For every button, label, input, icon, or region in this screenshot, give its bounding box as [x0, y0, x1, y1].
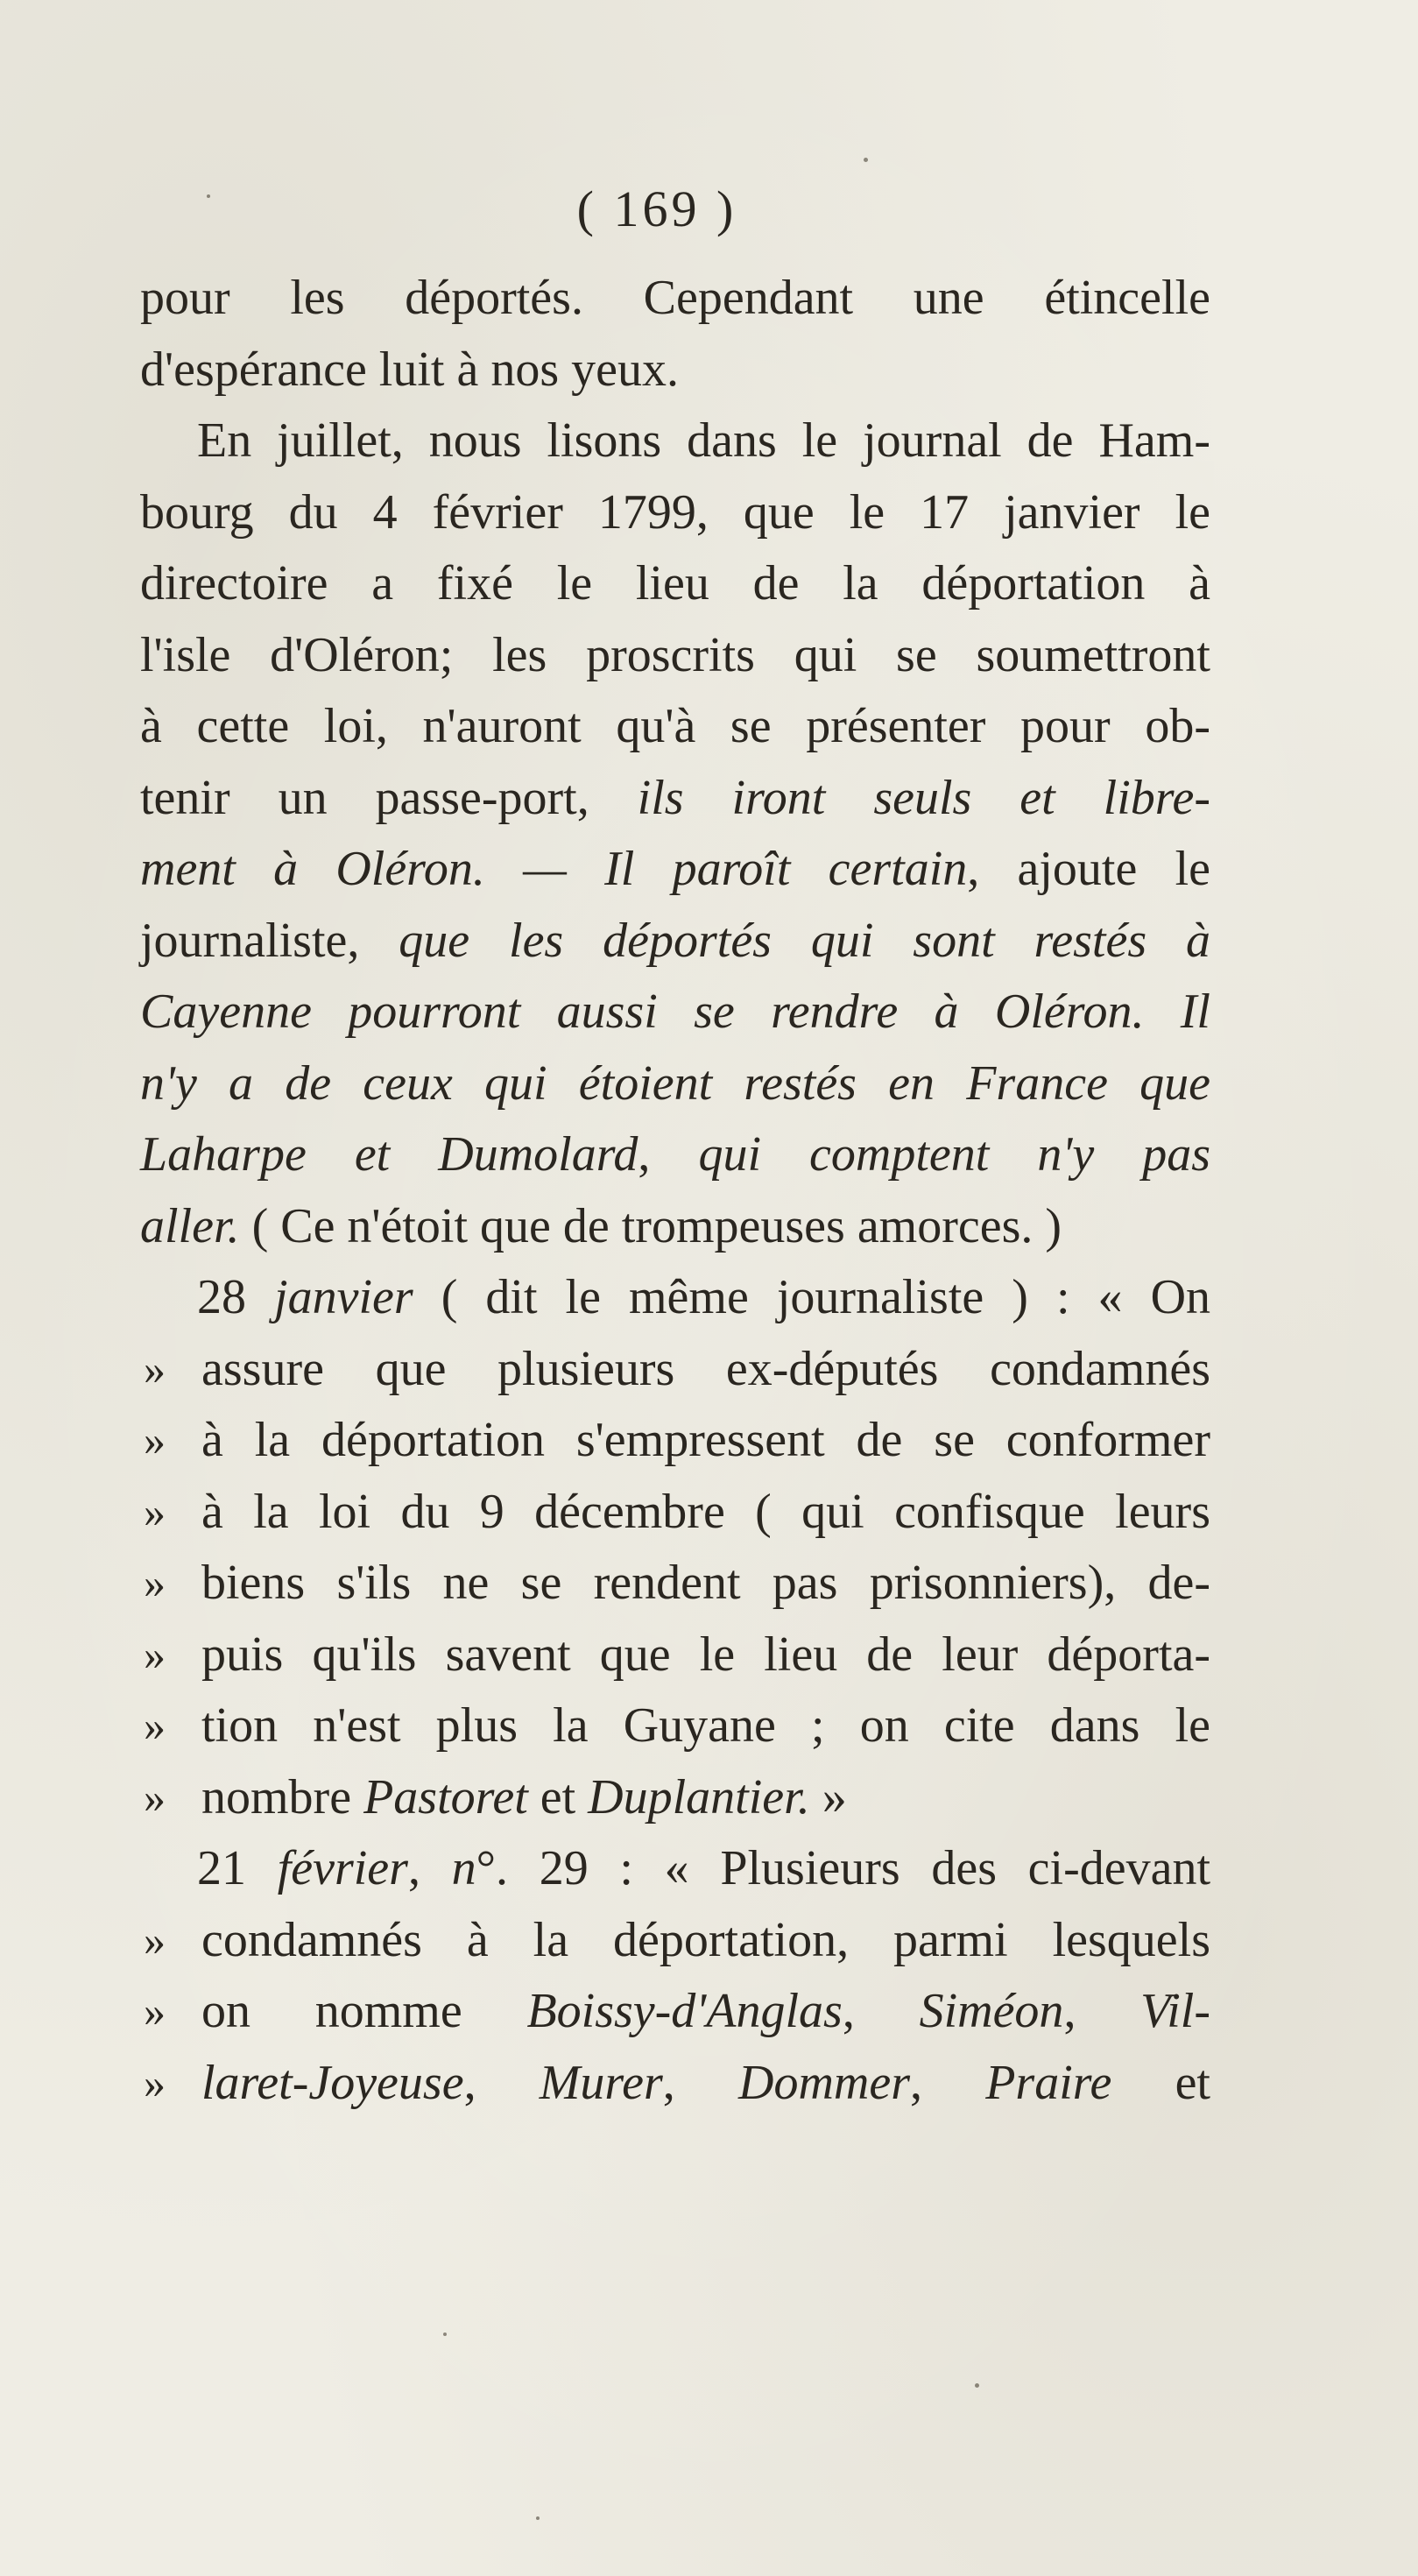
- quote-mark: »: [144, 1915, 166, 1965]
- roman-text: on nomme: [201, 1984, 527, 2038]
- quote-mark: »: [144, 1486, 166, 1536]
- italic-text: n: [451, 1841, 476, 1895]
- italic-text: Praire: [985, 2055, 1112, 2110]
- paper-speck: [975, 2383, 979, 2388]
- roman-text: ,: [1063, 1984, 1141, 2038]
- italic-text: Pastoret: [363, 1769, 528, 1824]
- roman-text: directoire a fixé le lieu de la déportation à: [140, 556, 1210, 610]
- text-line: [140, 1548, 1210, 1620]
- text-line: [140, 1833, 1210, 1905]
- text-line: [140, 1262, 1210, 1334]
- roman-text: biens s'ils ne se rendent pas prisonniers), de-: [201, 1556, 1210, 1610]
- quote-mark: »: [144, 1701, 166, 1750]
- italic-text: laret-Joyeuse: [201, 2055, 464, 2110]
- text-line: [140, 834, 1210, 906]
- text-line: [140, 906, 1210, 977]
- italic-text: Duplantier.: [588, 1769, 810, 1824]
- roman-text: ,: [463, 2055, 540, 2110]
- text-line: [140, 763, 1210, 835]
- quote-mark: »: [144, 1558, 166, 1607]
- roman-text: nombre: [201, 1769, 364, 1824]
- text-line: [140, 335, 1210, 406]
- quote-mark: »: [144, 1629, 166, 1679]
- roman-text: condamnés à la déportation, parmi lesquels: [201, 1912, 1210, 1967]
- text-line: [140, 2048, 1210, 2120]
- text-line: [140, 1405, 1210, 1477]
- roman-text: ,: [662, 2055, 739, 2110]
- text-line: [140, 1048, 1210, 1120]
- roman-text: , ajoute le: [967, 842, 1210, 896]
- paper-speck: [443, 2333, 447, 2336]
- roman-text: °. 29 : « Plusieurs des ci-devant: [476, 1841, 1211, 1895]
- roman-text: 21: [197, 1841, 278, 1895]
- text-line: [140, 1976, 1210, 2048]
- quote-mark: »: [144, 1772, 166, 1822]
- roman-text: à la déportation s'empressent de se conformer: [201, 1413, 1210, 1467]
- text-line: [140, 1191, 1210, 1263]
- text-line: [140, 691, 1210, 763]
- roman-text: ,: [638, 1127, 699, 1182]
- text-line: [140, 406, 1210, 477]
- roman-text: assure que plusieurs ex-députés condamnés: [201, 1341, 1210, 1396]
- roman-text: l'isle d'Oléron; les proscrits qui se soumettront: [140, 627, 1210, 682]
- quote-mark: »: [144, 1344, 166, 1394]
- roman-text: bourg du 4 février 1799, que le 17 janvier le: [140, 484, 1210, 540]
- italic-text: n'y a de ceux qui étoient restés en France que: [140, 1055, 1210, 1111]
- roman-text: ,: [407, 1841, 452, 1895]
- text-line: [140, 1119, 1210, 1191]
- italic-text: qui comptent n'y pas: [698, 1127, 1210, 1182]
- roman-text: En juillet, nous lisons dans le journal de Ham-: [197, 413, 1210, 468]
- text-line: [140, 263, 1210, 335]
- roman-text: 28: [197, 1270, 275, 1324]
- italic-text: que les déportés qui sont restés à: [399, 913, 1210, 968]
- text-line: [140, 620, 1210, 692]
- text-line: [140, 548, 1210, 620]
- roman-text: ( Ce n'étoit que de trompeuses amorces. ): [239, 1198, 1062, 1253]
- text-line: [140, 477, 1210, 549]
- roman-text: à cette loi, n'auront qu'à se présenter pour ob-: [140, 699, 1210, 753]
- roman-text: »: [809, 1769, 847, 1824]
- italic-text: ils iront seuls et libre-: [637, 770, 1210, 825]
- body-text: [140, 263, 1210, 2119]
- italic-text: Laharpe et Dumolard: [140, 1127, 638, 1182]
- italic-text: Cayenne pourront aussi se rendre à Oléron. Il: [140, 985, 1210, 1039]
- quote-mark: »: [144, 2057, 166, 2107]
- italic-text: Vil-: [1140, 1984, 1210, 2038]
- page-number: ( 169 ): [576, 180, 737, 237]
- roman-text: à la loi du 9 décembre ( qui confisque leurs: [201, 1484, 1210, 1539]
- text-line: [140, 977, 1210, 1048]
- italic-text: ment à Oléron. — Il paroît certain: [140, 842, 968, 896]
- roman-text: pour les déportés. Cependant une étincelle: [140, 271, 1210, 325]
- text-line: [140, 1905, 1210, 1977]
- roman-text: ,: [842, 1984, 920, 2038]
- roman-text: ,: [910, 2055, 986, 2110]
- italic-text: aller.: [140, 1198, 240, 1253]
- quote-mark: »: [144, 1987, 166, 2036]
- paper-speck: [207, 194, 210, 198]
- roman-text: tion n'est plus la Guyane ; on cite dans le: [201, 1698, 1210, 1753]
- text-line: [140, 1690, 1210, 1762]
- text-line: [140, 1620, 1210, 1691]
- roman-text: d'espérance luit à nos yeux.: [140, 342, 679, 397]
- italic-text: Boissy-d'Anglas: [526, 1984, 843, 2038]
- italic-text: Dommer: [738, 2055, 910, 2110]
- roman-text: puis qu'ils savent que le lieu de leur déporta-: [201, 1627, 1210, 1682]
- roman-text: et: [1111, 2055, 1210, 2110]
- paper-speck: [864, 158, 868, 162]
- roman-text: ( dit le même journaliste ) : « On: [413, 1270, 1211, 1324]
- roman-text: tenir un passe-port,: [140, 770, 638, 825]
- quote-mark: »: [144, 1415, 166, 1464]
- italic-text: février: [277, 1841, 408, 1895]
- text-line: [140, 1334, 1210, 1406]
- text-line: [140, 1477, 1210, 1549]
- italic-text: janvier: [274, 1270, 413, 1324]
- roman-text: et: [527, 1769, 589, 1824]
- text-line: [140, 1762, 1210, 1834]
- roman-text: journaliste,: [140, 913, 399, 968]
- italic-text: Siméon: [919, 1984, 1064, 2038]
- paper-speck: [536, 2516, 540, 2520]
- italic-text: Murer: [539, 2055, 663, 2110]
